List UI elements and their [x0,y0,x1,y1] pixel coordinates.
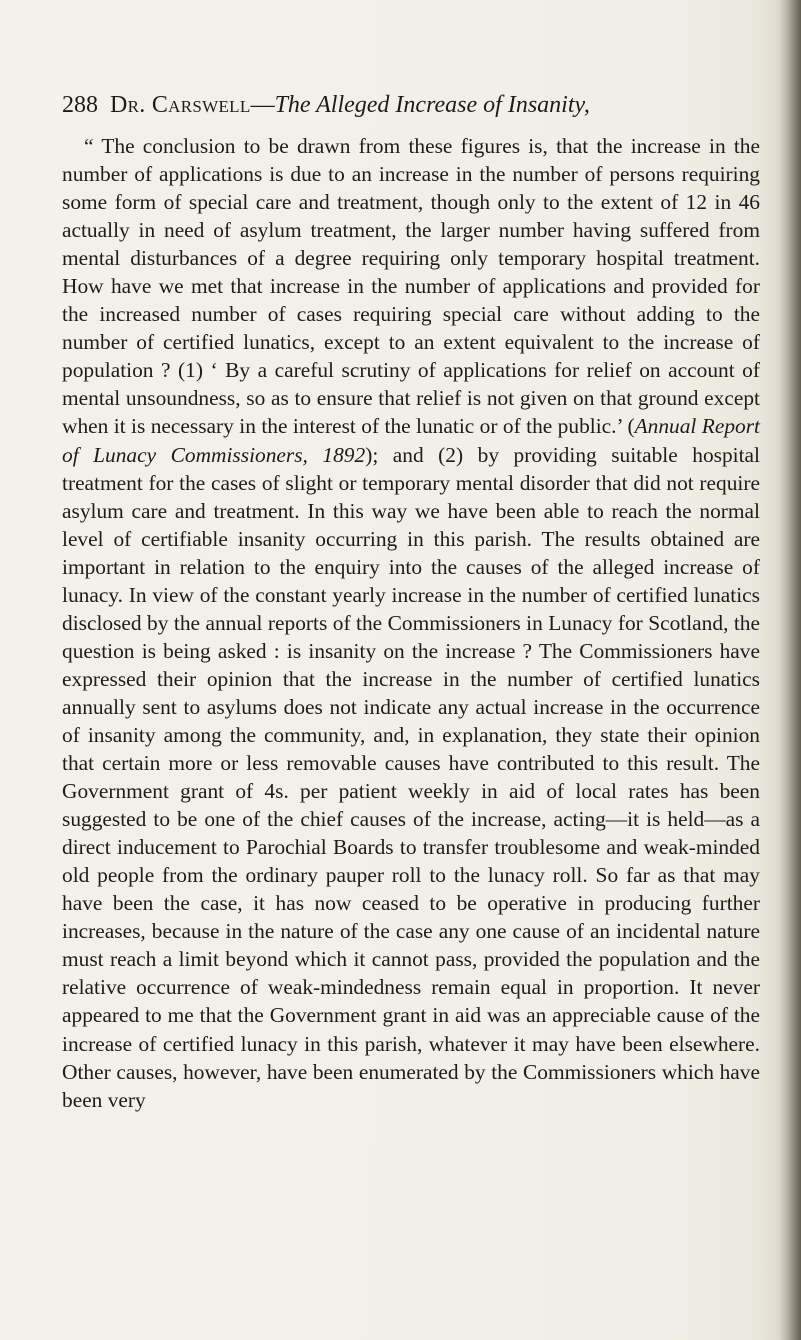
header-author: Dr. Carswell [110,92,251,118]
page-spine-shadow [779,0,801,1340]
header-dash: — [250,92,275,118]
paragraph [62,132,760,1114]
citation-italic: Annual Report of Lunacy Commissioners, 1892 [62,414,761,467]
body-text [62,132,760,1114]
running-header [62,90,752,120]
paragraph-text-part-2: ); and (2) by providing suitable hospital treatment for the cases of slight or temporary mental disorder that did not require asylum care and treatment. In this way we have been able to reach the normal level of certifiable insanity occurring in this parish. The results obtained are important in relation to the enquiry into the causes of the alleged increase of lunacy. In view of the constant yearly increase in the number of certified lunatics disclosed by the annual reports of the Commissioners in Lunacy for Scotland, the question is being asked : is insanity on the increase ? The Commissioners have expressed their opinion that the increase in the number of certified lunatics annually sent to asylums does not indicate any actual increase in the occurrence of insanity among the community, and, in explanation, they state their opinion that certain more or less removable causes have contributed to this result. The Government grant of 4s. per patient weekly in aid of local rates has been suggested to be one of the chief causes of the increase, acting—it is held—as a direct inducement to Parochial Boards to transfer troublesome and weak-minded old people from the ordinary pauper roll to the lunacy roll. So far as that may have been the case, it has now ceased to be operative in producing further increases, because in the nature of the case any one cause of an incidental nature must reach a limit beyond which it cannot pass, provided the population and the relative occurrence of weak-mindedness remain equal in proportion. It never appeared to me that the Government grant in aid was an appreciable cause of the increase of certified lunacy in this parish, whatever it may have been elsewhere. Other causes, however, have been enumerated by the Commissioners which have been very [62,442,760,1112]
paragraph-text-part-1: “ The conclusion to be drawn from these figures is, that the increase in the number of applications is due to an increase in the number of persons requiring some form of special care and treatment, though only to the extent of 12 in 46 actually in need of asylum treatment, the larger number having suffered from mental disturbances of a degree requiring only temporary hospital treatment. How have we met that increase in the number of applications and provided for the increased number of cases requiring special care without adding to the number of certified lunatics, except to an extent equivalent to the increase of population ? (1) ‘ By a careful scrutiny of applications for relief on account of mental unsoundness, so as to ensure that relief is not given on that ground except when it is necessary in the interest of the lunatic or of the public.’ ( [62,134,760,439]
header-title: The Alleged Increase of Insanity, [274,92,590,118]
page-number: 288 [62,92,98,118]
